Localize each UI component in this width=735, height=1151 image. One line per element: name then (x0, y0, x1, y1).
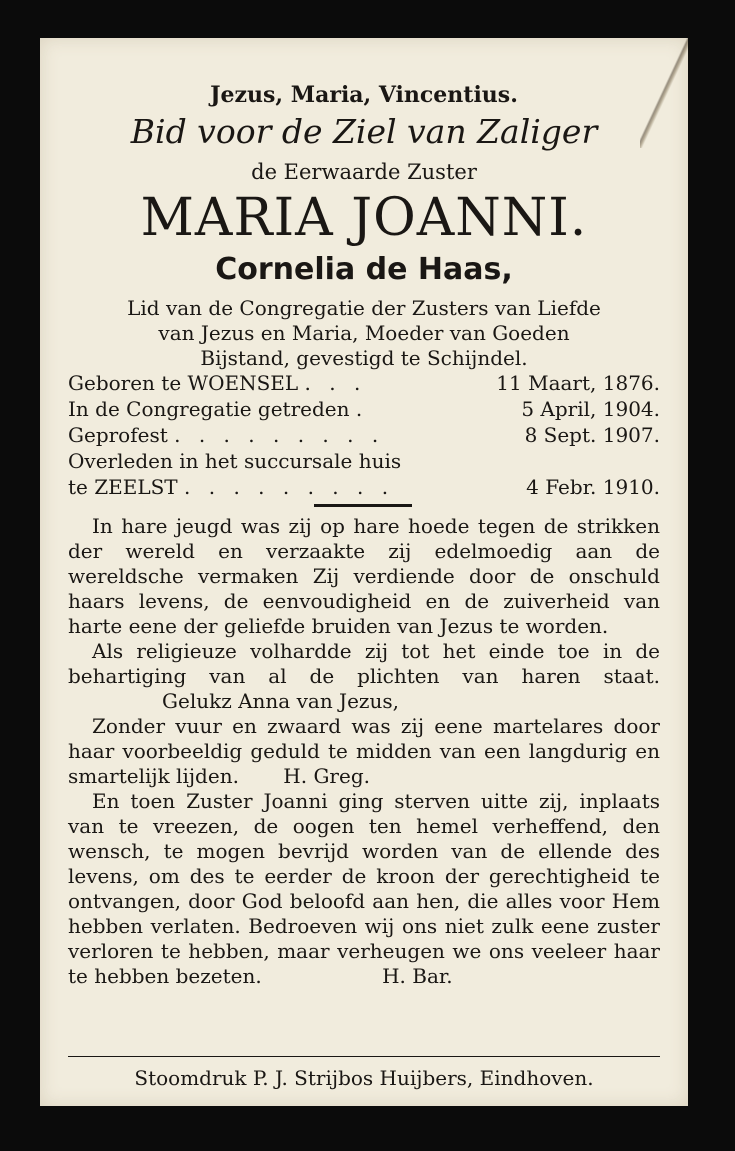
dates-table (68, 370, 660, 500)
paragraph-text: In hare jeugd was zij op hare hoede tegen de strikken der wereld en verzaakte zij edelmoedig aan de wereldsche vermaken Zij verdiende door de onschuld haars levens, de eenvoudigheid en de zuiverheid van harte eene der geliefde bruiden van Jezus te worden. (68, 514, 660, 638)
membership-block (68, 296, 660, 371)
date-value: 4 Febr. 1910. (526, 475, 660, 499)
footer-rule (68, 1056, 660, 1057)
memorial-text (68, 514, 660, 989)
date-value: 8 Sept. 1907. (524, 423, 660, 447)
date-value: 11 Maart, 1876. (496, 371, 660, 395)
date-row (68, 396, 660, 422)
date-row (68, 370, 660, 396)
date-value: 5 April, 1904. (521, 397, 660, 421)
date-row (68, 474, 660, 500)
paragraph (68, 514, 660, 639)
paragraph-source: Gelukz Anna van Jezus, (162, 689, 399, 713)
membership-line: van Jezus en Maria, Moeder van Goeden (158, 321, 570, 345)
paragraph-source: H. Greg. (283, 764, 370, 788)
prayer-heading: Bid voor de Ziel van Zaliger (130, 112, 598, 151)
paragraph (68, 789, 660, 989)
date-label: te ZEELST (68, 475, 178, 499)
membership-line: Bijstand, gevestigd te Schijndel. (200, 346, 528, 370)
section-divider (314, 504, 412, 507)
printer-imprint: Stoomdruk P. J. Strijbos Huijbers, Eindhoven. (134, 1066, 594, 1090)
date-leader: . (355, 397, 369, 421)
paragraph-source: H. Bar. (382, 964, 453, 988)
date-label: In de Congregatie getreden (68, 397, 350, 421)
date-label: Geprofest (68, 423, 168, 447)
date-row (68, 448, 660, 474)
birth-name: Cornelia de Haas, (215, 252, 513, 287)
paragraph-text: Als religieuze volhardde zij tot het einde toe in de behartiging van al de plichten van haren staat. (68, 639, 660, 688)
honorific: de Eerwaarde Zuster (251, 160, 477, 184)
date-leader: . . . (304, 371, 367, 395)
paragraph-text: Zonder vuur en zwaard was zij eene martelares door haar voorbeeldig geduld te midden van een langdurig en smartelijk lijden. (68, 714, 660, 788)
date-leader: . . . . . . . . . (184, 475, 395, 499)
date-leader: . . . . . . . . . (174, 423, 385, 447)
religious-name: MARIA JOANNI. (140, 188, 588, 248)
paragraph (68, 714, 660, 789)
date-label: Geboren te WOENSEL (68, 371, 299, 395)
membership-line: Lid van de Congregatie der Zusters van Liefde (127, 296, 601, 320)
paragraph (68, 639, 660, 714)
paragraph-text: En toen Zuster Joanni ging sterven uitte zij, inplaats van te vreezen, de oogen ten hemel verheffend, den wensch, te mogen bevrijd worden van de ellende des levens, om des te eerder de kroon der gerechtigheid te ontvangen, door God beloofd aan hen, die alles voor Hem hebben verlaten. Bedroeven wij ons niet zulk eene zuster verloren te hebben, maar verheugen we ons veeleer haar te hebben bezeten. (68, 789, 660, 988)
invocation: Jezus, Maria, Vincentius. (210, 82, 518, 108)
date-row (68, 422, 660, 448)
memorial-card (40, 38, 688, 1106)
date-label: Overleden in het succursale huis (68, 449, 402, 473)
